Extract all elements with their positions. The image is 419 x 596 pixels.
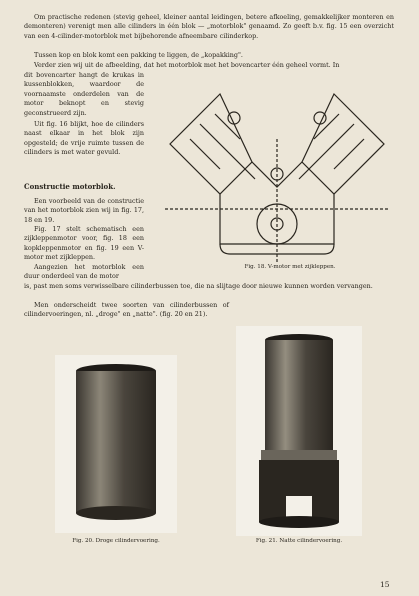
paragraph-voorbeeld: Een voorbeeld van de constructie van het motorblok zien wij in fig. 17, 18 en 19. (24, 197, 144, 224)
paragraph-pakking: Tussen kop en blok komt een pakking te liggen, de „kopakking". (34, 51, 243, 59)
caption-fig18: Fig. 18. V-motor met zijkleppen. (244, 264, 336, 270)
caption-fig20: Fig. 20. Droge cilindervoering. (72, 538, 160, 544)
section-heading: Constructie motorblok. (24, 182, 116, 191)
paragraph-aangezien-2: is, past men soms verwisselbare cilinderbussen toe, die na slijtage door nieuwe kunnen worden vervangen. (24, 282, 373, 290)
paragraph-bovencarter-1: Verder zien wij uit de afbeelding, dat het motorblok met het bovencarter één geheel vormt. In (34, 61, 340, 69)
paragraph-aangezien-1: Aangezien het motorblok een duur onderdeel van de motor (24, 263, 144, 281)
paragraph-fig16: Uit fig. 16 blijkt, hoe de cilinders naast elkaar in het blok zijn opgesteld; de vrije ruimte tussen de cilinders is met water gevuld. (24, 120, 144, 157)
paragraph-bovencarter-2: dit bovencarter hangt de krukas in kussenblokken, waardoor de voornaamste onderdelen van de motor beknopt en stevig geconstrueerd zijn. (24, 71, 144, 117)
caption-fig21: Fig. 21. Natte cilindervoering. (255, 538, 343, 544)
paragraph-fig17: Fig. 17 stelt schematisch een zijkleppenmotor voor, fig. 18 een kopkleppenmotor en fig. 19 een V-motor met zijkleppen. (24, 225, 144, 262)
v-motor-drawing (160, 84, 394, 272)
paragraph-intro: Om practische redenen (stevig geheel, kleiner aantal leidingen, betere afkoeling, gemakkelijker monteren en demonteren) verenigt men alle cilinders in één blok — „motorblok" genaamd. Zo geeft b.v. fig. 15 een overzicht van een 4-cilinder-motorblok met bijbehorende afneembare cilinderkop. (24, 13, 394, 40)
paragraph-soorten: Men onderscheidt twee soorten van cilinderbussen of cilindervoeringen, nl. „droge" en „natte". (fig. 20 en 21). (24, 301, 229, 319)
page-number: 15 (380, 580, 390, 589)
dry-liner-photo (55, 355, 177, 533)
wet-liner-photo (236, 326, 362, 536)
